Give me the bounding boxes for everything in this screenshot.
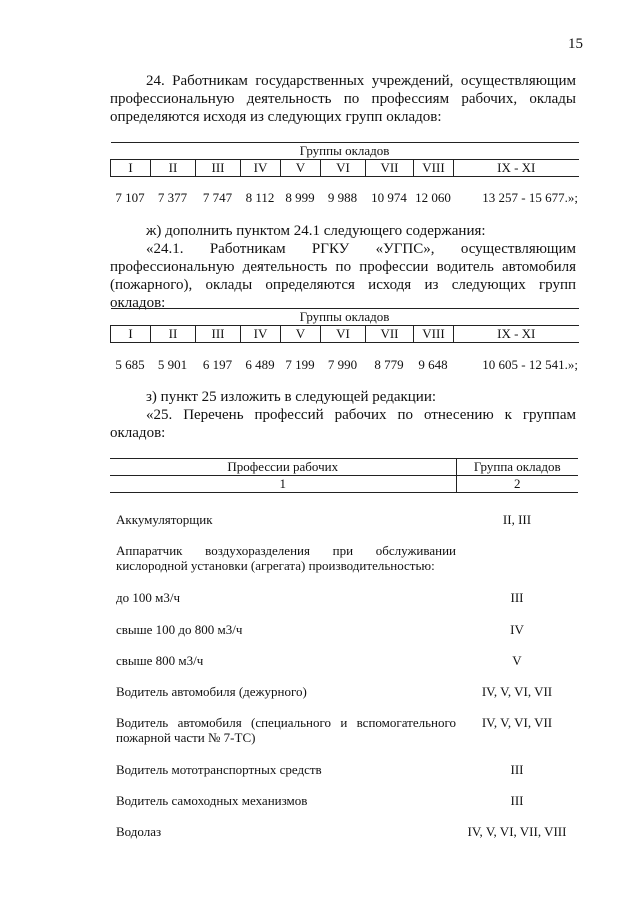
group-header: I [111,326,151,343]
group-header: VI [321,326,366,343]
salary-value: 7 107 [115,190,145,205]
profession-group: IV, V, VI, VII [481,715,553,730]
line-z: з) пункт 25 изложить в следующей редакции: [146,389,437,405]
group-header: II [151,160,196,177]
profession-name: свыше 800 м3/ч [116,653,204,668]
group-header: VII [366,160,414,177]
group-header: IX - XI [454,160,579,177]
salary-groups-table-2 [110,308,579,343]
salary-value: 7 990 [327,357,358,372]
col-header-professions: Профессии рабочих [110,459,456,476]
salary-values-1 [110,190,578,206]
salary-values-2 [110,357,578,373]
groups-title: Группы окладов [111,143,579,160]
group-header: VIII [414,160,454,177]
salary-value: 9 988 [327,190,358,205]
col-number-1: 1 [110,476,456,493]
group-header: II [151,326,196,343]
group-header: III [196,326,241,343]
profession-group: IV, V, VI, VII [481,684,553,699]
salary-groups-table-1 [110,142,579,177]
group-header: VII [366,326,414,343]
salary-value: 6 489 [245,357,275,372]
line-zh: ж) дополнить пунктом 24.1 следующего содержания: [146,223,486,239]
profession-group: V [512,653,522,668]
profession-group: III [510,590,524,605]
salary-value: 5 685 [115,357,145,372]
group-header: IV [241,326,281,343]
group-header: IV [241,160,281,177]
profession-group: II, III [502,512,532,527]
profession-name: до 100 м3/ч [116,590,180,605]
profession-name: Водитель самоходных механизмов [116,793,308,808]
professions-table-header [110,458,578,493]
profession-name: Водолаз [116,824,162,839]
group-header: I [111,160,151,177]
profession-group: III [510,793,524,808]
salary-value: 7 377 [157,190,188,205]
profession-name: Водитель автомобиля (специального и вспомогательного пожарной части № 7-ТС) [116,715,456,745]
salary-value: 13 257 - 15 677.»; [482,190,578,205]
profession-group: IV [510,622,524,637]
group-header: V [281,326,321,343]
group-header: VI [321,160,366,177]
profession-group: IV, V, VI, VII, VIII [467,824,567,839]
paragraph-25: «25. Перечень профессий рабочих по отнесению к группам окладов: [110,407,576,441]
salary-value: 9 648 [418,357,448,372]
profession-name: Водитель мототранспортных средств [116,762,322,777]
profession-name: Аккумуляторщик [116,512,213,527]
salary-value: 10 974 [371,190,407,205]
salary-value: 12 060 [415,190,451,205]
paragraph-24: 24. Работникам государственных учреждений, осуществляющим профессиональную деятельность по профессиям рабочих, оклады определяются исходя из следующих групп окладов: [110,73,576,125]
salary-value: 8 999 [285,190,315,205]
salary-value: 7 199 [285,357,315,372]
group-header: V [281,160,321,177]
profession-name: свыше 100 до 800 м3/ч [116,622,243,637]
salary-value: 8 112 [245,190,275,205]
profession-name: Водитель автомобиля (дежурного) [116,684,307,699]
salary-value: 5 901 [157,357,188,372]
col-header-group: Группа окладов [456,459,578,476]
salary-value: 6 197 [202,357,233,372]
salary-value: 7 747 [202,190,233,205]
profession-name: Аппаратчик воздухоразделения при обслуживании кислородной установки (агрегата) производительностью: [116,543,456,573]
page-number: 15 [568,36,583,52]
group-header: III [196,160,241,177]
paragraph-24-1: «24.1. Работникам РГКУ «УГПС», осуществляющим профессиональную деятельность по профессии водитель автомобиля (пожарного), оклады определяются исходя из следующих групп окладов: [110,241,576,311]
group-header: IX - XI [454,326,579,343]
profession-group: III [510,762,524,777]
salary-value: 8 779 [374,357,404,372]
col-number-2: 2 [456,476,578,493]
groups-title: Группы окладов [111,309,579,326]
group-header: VIII [414,326,454,343]
salary-value: 10 605 - 12 541.»; [482,357,578,372]
